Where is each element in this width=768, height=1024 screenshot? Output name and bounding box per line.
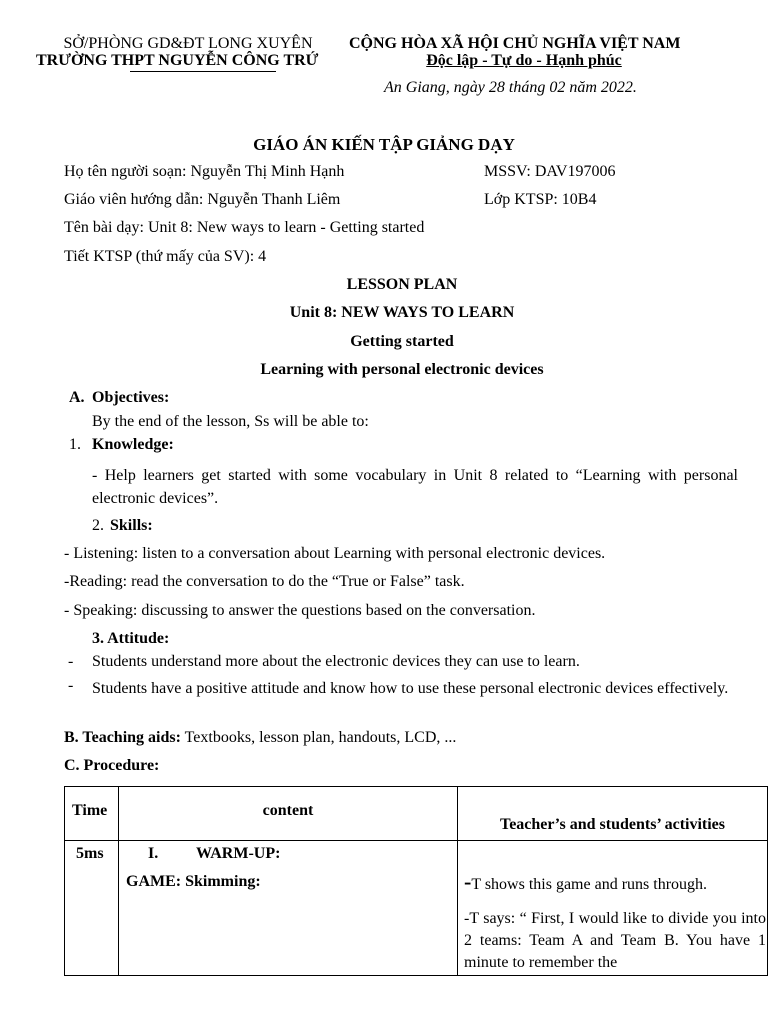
document-date: An Giang, ngày 28 tháng 02 năm 2022.	[384, 79, 637, 96]
activities-cell	[458, 841, 768, 976]
row-time: 5ms	[76, 845, 104, 862]
activities-header-cell	[458, 787, 768, 841]
school-underline	[130, 71, 276, 72]
knowledge-text: - Help learners get started with some vocabulary in Unit 8 related to “Learning with personal electronic devices”.	[92, 467, 738, 507]
skills-heading: Skills:	[110, 517, 153, 534]
knowledge-marker: 1.	[69, 436, 81, 453]
teaching-aids-label: B. Teaching aids:	[64, 729, 181, 746]
stage-number: I.	[148, 845, 159, 862]
attitude-item-1: Students understand more about the electronic devices they can use to learn.	[92, 653, 580, 670]
procedure-label: C. Procedure:	[64, 757, 160, 774]
content-header-cell	[119, 787, 458, 841]
teaching-aids	[64, 729, 456, 747]
attitude-bullet: -	[68, 653, 74, 670]
skills-marker: 2.	[92, 517, 104, 534]
supervisor-line: Giáo viên hướng dẫn: Nguyễn Thanh Liêm	[64, 191, 341, 208]
table-header-row	[65, 787, 768, 841]
period-line: Tiết KTSP (thứ mấy của SV): 4	[64, 248, 267, 265]
activity-dash: -	[464, 869, 472, 894]
time-header-cell	[65, 787, 119, 841]
class-line: Lớp KTSP: 10B4	[484, 191, 597, 208]
student-id: MSSV: DAV197006	[484, 163, 616, 180]
section-heading: Getting started	[350, 333, 454, 350]
republic-title: CỘNG HÒA XÃ HỘI CHỦ NGHĨA VIỆT NAM	[349, 35, 681, 52]
content-header: content	[262, 802, 314, 819]
table-row	[65, 841, 768, 976]
national-motto: Độc lập - Tự do - Hạnh phúc	[426, 52, 622, 69]
content-cell	[119, 841, 458, 976]
teaching-aids-text: Textbooks, lesson plan, handouts, LCD, ...	[180, 729, 457, 746]
objectives-marker: A.	[69, 389, 85, 406]
activity-item-1	[464, 869, 707, 895]
unit-heading: Unit 8: NEW WAYS TO LEARN	[289, 304, 515, 321]
game-title: GAME: Skimming:	[126, 873, 261, 890]
time-header: Time	[72, 802, 108, 819]
activity-item-2: -T says: “ First, I would like to divide you into 2 teams: Team A and Team B. You have 1 minute to remember the	[464, 910, 766, 971]
attitude-heading: 3. Attitude:	[92, 630, 170, 647]
attitude-item-2: Students have a positive attitude and know how to use these personal electronic devices effectively.	[92, 680, 729, 697]
school-name: TRƯỜNG THPT NGUYỄN CÔNG TRỨ	[36, 52, 319, 69]
department-name: SỞ/PHÒNG GD&ĐT LONG XUYÊN	[63, 35, 313, 52]
time-cell	[65, 841, 119, 976]
skill-speaking: - Speaking: discussing to answer the questions based on the conversation.	[64, 602, 536, 619]
topic-heading: Learning with personal electronic devices	[260, 361, 544, 378]
document-title: GIÁO ÁN KIẾN TẬP GIẢNG DẠY	[253, 135, 515, 154]
activity-text-1: T shows this game and runs through.	[471, 876, 708, 893]
activities-header: Teacher’s and students’ activities	[499, 816, 726, 833]
objectives-heading: Objectives:	[92, 389, 170, 406]
author-line: Họ tên người soạn: Nguyễn Thị Minh Hạnh	[64, 163, 345, 180]
lesson-name: Tên bài dạy: Unit 8: New ways to learn - Getting started	[64, 219, 425, 236]
skill-listening: - Listening: listen to a conversation about Learning with personal electronic devices.	[64, 545, 606, 562]
lesson-plan-heading: LESSON PLAN	[346, 276, 458, 293]
objectives-intro: By the end of the lesson, Ss will be able to:	[92, 413, 369, 430]
skill-reading: -Reading: read the conversation to do the “True or False” task.	[64, 573, 465, 590]
knowledge-heading: Knowledge:	[92, 436, 174, 453]
procedure-table	[64, 786, 768, 976]
stage-title: WARM-UP:	[196, 845, 281, 862]
attitude-bullet: -	[68, 677, 74, 694]
